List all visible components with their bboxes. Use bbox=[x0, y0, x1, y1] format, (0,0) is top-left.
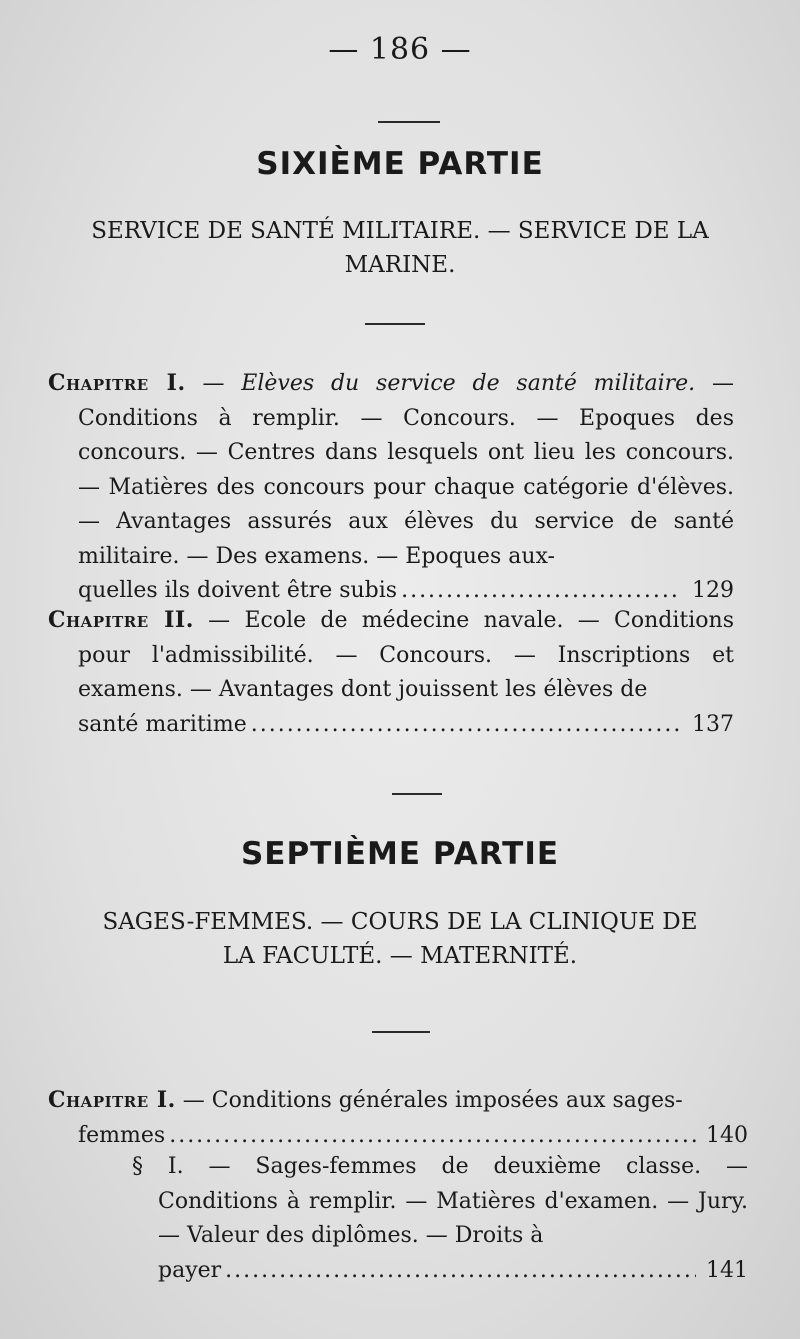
chapter-description-end: femmes bbox=[78, 1122, 166, 1148]
page-reference: 137 bbox=[692, 711, 734, 737]
part-title-seventh: SEPTIÈME PARTIE bbox=[240, 836, 560, 872]
chapter-label: Chapitre I. bbox=[48, 1087, 176, 1113]
page-number: — 186 — bbox=[328, 32, 472, 67]
chapter-description: — Conditions générales imposées aux sages- bbox=[175, 1088, 683, 1113]
chapter-label: Chapitre II. bbox=[48, 607, 194, 633]
leader-dots bbox=[251, 708, 682, 743]
page-reference: 140 bbox=[706, 1122, 748, 1148]
toc-entry-section-1 bbox=[132, 1150, 748, 1288]
leader-dots bbox=[169, 1119, 696, 1154]
divider bbox=[372, 1031, 430, 1033]
chapter-title: — Elèves du service de santé militaire. bbox=[202, 371, 696, 396]
section-description-end: payer bbox=[158, 1257, 222, 1283]
toc-entry-sages-femmes-chapter-1 bbox=[48, 1083, 748, 1153]
divider bbox=[365, 323, 425, 325]
chapter-description-end: santé maritime bbox=[78, 711, 247, 737]
toc-entry-chapter-2 bbox=[48, 603, 735, 742]
chapter-description: — Conditions à remplir. — Concours. — Epoques des concours. — Centres dans lesquels ont lieu les concours. — Matières des concours pour chaque catégorie d'élèves. — Avantages assurés aux élèves du service de santé militaire. — Des examens. — Epoques aux- bbox=[78, 371, 734, 569]
toc-entry-chapter-1 bbox=[48, 366, 734, 609]
part-title-sixth: SIXIÈME PARTIE bbox=[256, 146, 544, 182]
section-description: § I. — Sages-femmes de deuxième classe. — Conditions à remplir. — Matières d'examen. — Jury. — Valeur des diplômes. — Droits à bbox=[132, 1154, 748, 1248]
leader-dots bbox=[225, 1254, 696, 1289]
chapter-description: — Ecole de médecine navale. — Conditions pour l'admissibilité. — Concours. — Inscriptions et examens. — Avantages dont jouissent les élèves de bbox=[78, 608, 735, 702]
page-reference: 129 bbox=[692, 578, 734, 603]
part-subtitle-sixth: SERVICE DE SANTÉ MILITAIRE. — SERVICE DE LA MARINE. bbox=[91, 218, 709, 278]
page-reference: 141 bbox=[706, 1257, 748, 1283]
chapter-description-end: quelles ils doivent être subis bbox=[78, 578, 398, 603]
divider bbox=[392, 793, 442, 795]
part-subtitle-seventh: SAGES-FEMMES. — COURS DE LA CLINIQUE DE LA FACULTÉ. — MATERNITÉ. bbox=[102, 909, 698, 969]
divider bbox=[378, 121, 440, 123]
chapter-label: Chapitre I. bbox=[48, 370, 186, 396]
